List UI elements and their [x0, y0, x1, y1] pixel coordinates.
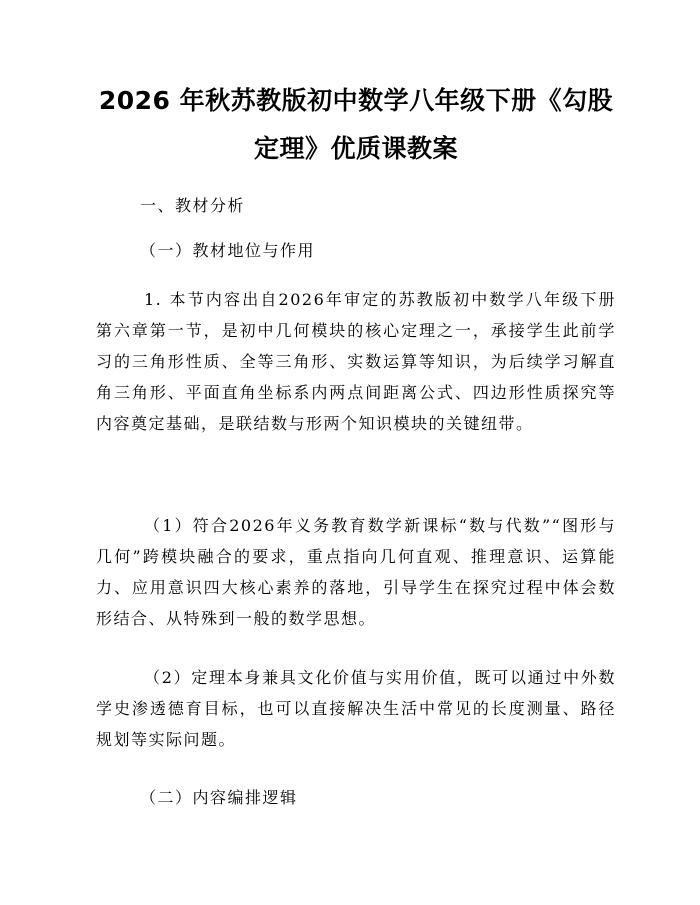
section-heading-textbook-analysis: 一、教材分析: [140, 196, 246, 215]
paragraph-source-and-position: 1. 本节内容出自2026年审定的苏教版初中数学八年级下册第六章第一节，是初中几何模块的核心定理之一，承接学生此前学习的三角形性质、全等三角形、实数运算等知识，为后续学习解直角三角形、平面直角坐标系内两点间距离公式、四边形性质探究等内容奠定基础，是联结数与形两个知识模块的关键纽带。: [96, 290, 616, 433]
document-title-line-2: 定理》优质课教案: [253, 134, 458, 163]
subsection-heading-status-and-role: （一）教材地位与作用: [140, 241, 316, 260]
subsection-heading-content-arrangement: （二）内容编排逻辑: [140, 788, 298, 807]
paragraph-cultural-and-practical-value: （2）定理本身兼具文化价值与实用价值，既可以通过中外数学史渗透德育目标，也可以直接解决生活中常见的长度测量、路径规划等实际问题。: [96, 668, 616, 749]
document-title-line-1: 2026 年秋苏教版初中数学八年级下册《勾股: [98, 86, 614, 115]
paragraph-curriculum-alignment: （1）符合2026年义务教育数学新课标“数与代数”“图形与几何”跨模块融合的要求，重点指向几何直观、推理意识、运算能力、应用意识四大核心素养的落地，引导学生在探究过程中体会数形结合、从特殊到一般的数学思想。: [96, 516, 616, 628]
